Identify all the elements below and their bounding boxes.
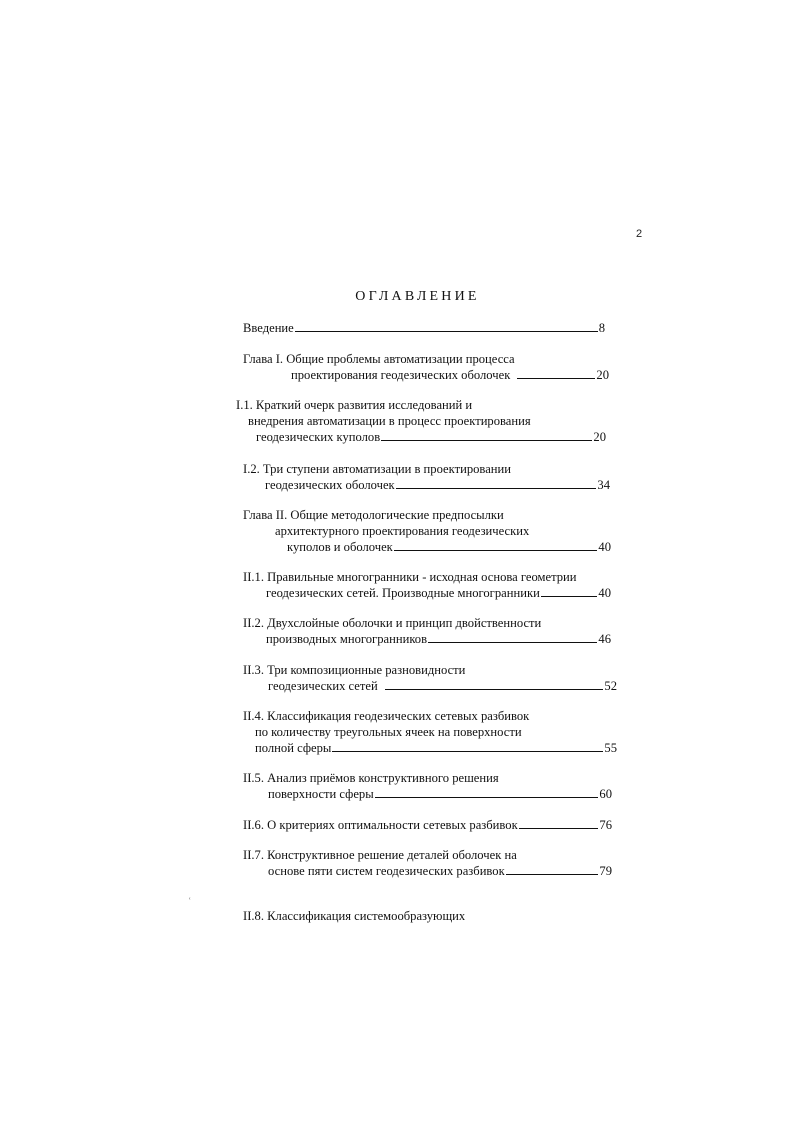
leader-line (394, 550, 598, 551)
entry-page: 76 (599, 818, 612, 832)
toc-entry-2-4[interactable] (243, 708, 617, 756)
entry-text: основе пяти систем геодезических разбивок (268, 864, 505, 878)
entry-page: 34 (597, 478, 610, 492)
entry-page: 79 (599, 864, 612, 878)
entry-page: 40 (598, 540, 611, 554)
leader-line (375, 797, 599, 798)
entry-text: производных многогранников (266, 632, 428, 646)
leader-line (519, 828, 599, 829)
entry-text: II.6. О критериях оптимальности сетевых разбивок (243, 818, 518, 832)
entry-page: 20 (596, 368, 609, 382)
page-number: 2 (636, 228, 643, 240)
entry-text: полной сферы (255, 741, 332, 755)
entry-text: II.1. Правильные многогранники - исходная основа геометрии (243, 570, 577, 584)
entry-text: II.7. Конструктивное решение деталей оболочек на (243, 848, 517, 862)
toc-entry-1-1[interactable] (236, 397, 606, 445)
scan-speck: ʿ (188, 897, 192, 908)
toc-entry-2-6[interactable] (243, 817, 612, 833)
toc-entry-2-2[interactable] (243, 615, 611, 647)
entry-page: 20 (593, 430, 606, 444)
entry-text: II.4. Классификация геодезических сетевых разбивок (243, 709, 530, 723)
entry-page: 52 (604, 679, 617, 693)
entry-text: II.3. Три композиционные разновидности (243, 663, 466, 677)
toc-entry-chapter-2[interactable] (243, 507, 611, 555)
entry-text: Глава II. Общие методологические предпосылки (243, 508, 504, 522)
entry-text: Глава I. Общие проблемы автоматизации процесса (243, 352, 515, 366)
entry-text: поверхности сферы (268, 787, 374, 801)
leader-line (506, 874, 599, 875)
toc-entry-2-5[interactable] (243, 770, 612, 802)
leader-line (428, 642, 597, 643)
entry-text: геодезических куполов (256, 430, 381, 444)
leader-line (381, 440, 592, 441)
entry-text: I.2. Три ступени автоматизации в проектировании (243, 462, 512, 476)
entry-text: II.2. Двухслойные оболочки и принцип двойственности (243, 616, 542, 630)
toc-title: ОГЛАВЛЕНИЕ (355, 289, 480, 304)
entry-text: I.1. Краткий очерк развития исследований и (236, 398, 473, 412)
entry-page: 46 (598, 632, 611, 646)
leader-line (332, 751, 603, 752)
entry-text: Введение (243, 321, 294, 335)
toc-entry-1-2[interactable] (243, 461, 610, 493)
entry-text: проектирования геодезических оболочек (291, 368, 511, 382)
toc-entry-chapter-1[interactable] (243, 351, 609, 383)
entry-page: 60 (599, 787, 612, 801)
entry-text: II.5. Анализ приёмов конструктивного решения (243, 771, 499, 785)
toc-entry-2-1[interactable] (243, 569, 611, 601)
leader-line (385, 689, 604, 690)
entry-text: внедрения автоматизации в процесс проектирования (248, 414, 531, 428)
entry-page: 40 (598, 586, 611, 600)
entry-text: геодезических оболочек (265, 478, 395, 492)
leader-line (396, 488, 597, 489)
entry-text: геодезических сетей. Производные многогранники (266, 586, 540, 600)
entry-text: архитектурного проектирования геодезических (275, 524, 530, 538)
toc-entry-2-3[interactable] (243, 662, 617, 694)
entry-text: II.8. Классификация системообразующих (243, 909, 466, 923)
toc-entry-2-8[interactable] (243, 908, 612, 924)
entry-page: 8 (598, 321, 605, 335)
entry-text: геодезических сетей (268, 679, 378, 693)
entry-page: 55 (604, 741, 617, 755)
toc-entry-introduction[interactable] (243, 320, 605, 336)
leader-line (541, 596, 598, 597)
leader-line (295, 331, 598, 332)
leader-line (517, 378, 595, 379)
entry-text: по количеству треугольных ячеек на поверхности (255, 725, 522, 739)
entry-text: куполов и оболочек (287, 540, 393, 554)
toc-entry-2-7[interactable] (243, 847, 612, 879)
